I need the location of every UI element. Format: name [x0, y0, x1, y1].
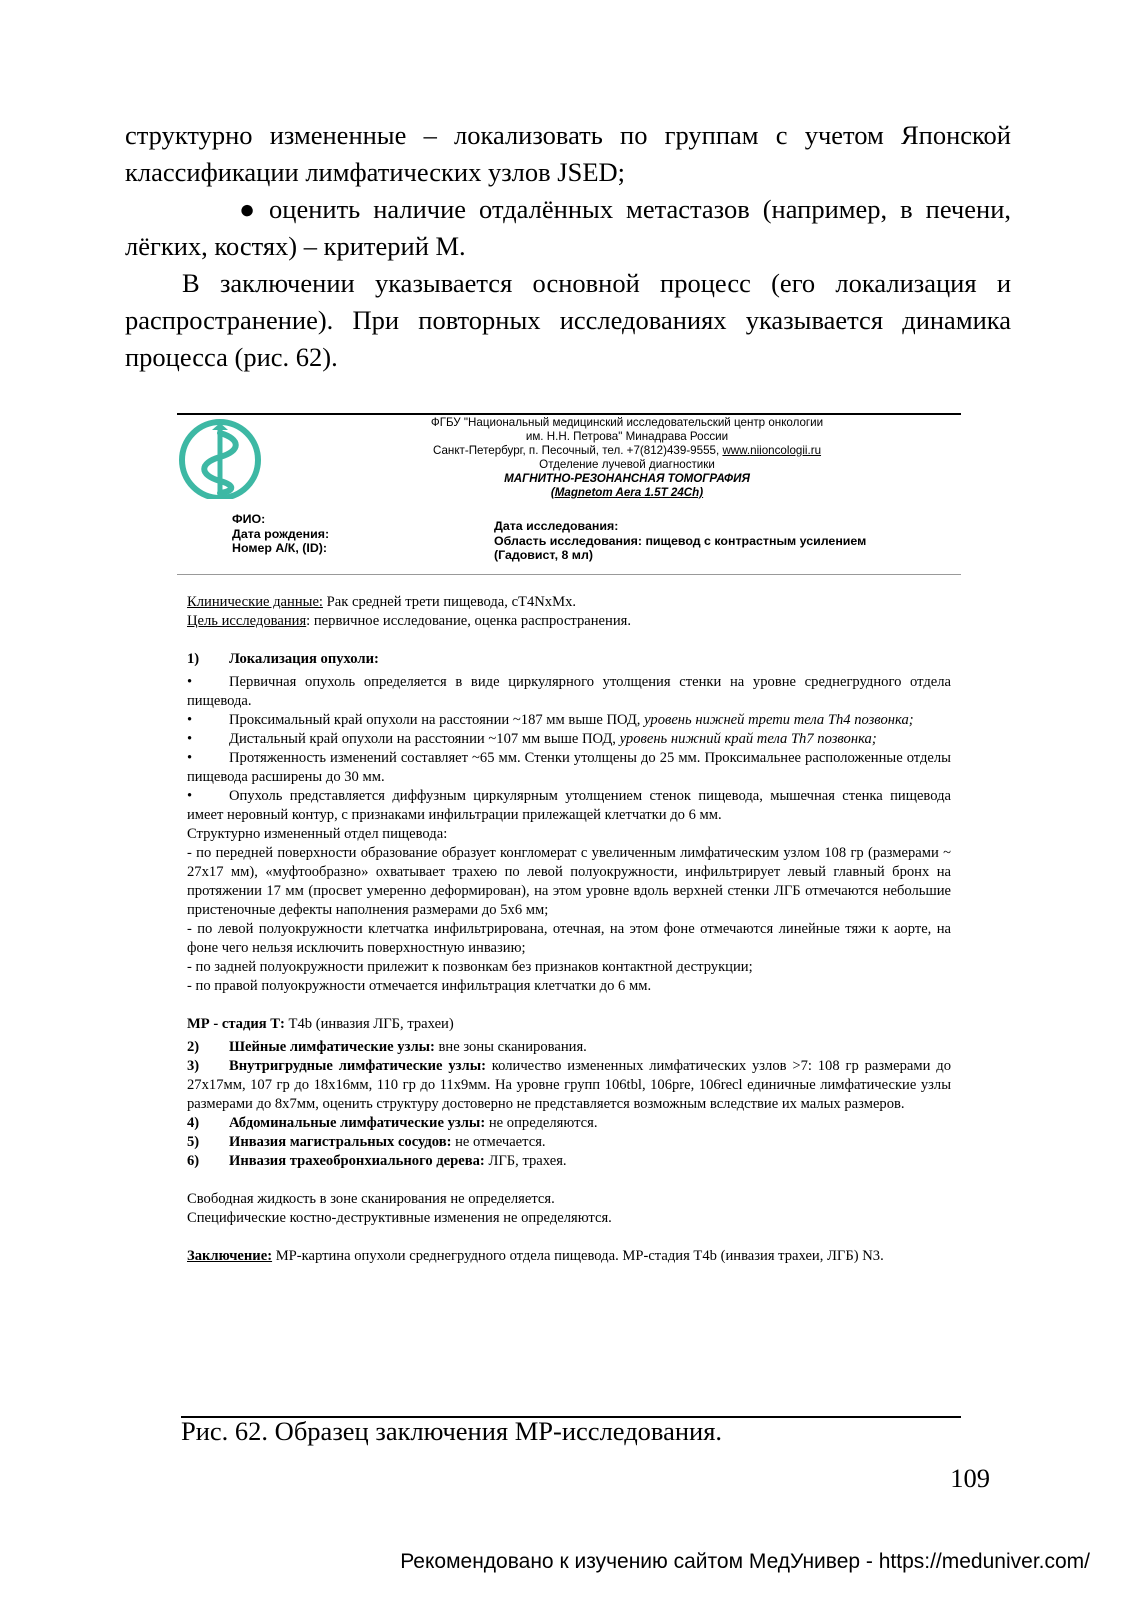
- bullet-icon: •: [187, 788, 193, 804]
- clinical-value: Рак средней трети пищевода, cT4NxMx.: [323, 594, 577, 610]
- exam-fields: [494, 519, 954, 563]
- exam-date-label: Дата исследования:: [494, 519, 619, 533]
- section-5-title: Инвазия магистральных сосудов:: [229, 1134, 452, 1150]
- section-5-number: 5): [187, 1134, 200, 1150]
- goal-value: : первичное исследование, оценка распространения.: [306, 613, 632, 629]
- section-2-number: 2): [187, 1039, 200, 1055]
- conclusion: [187, 1247, 951, 1266]
- main-text: [125, 117, 1011, 376]
- section-1-number: 1): [187, 651, 200, 667]
- section-3-number: 3): [187, 1058, 200, 1074]
- finding-bullet-4: [187, 749, 951, 787]
- finding-level: уровень нижней трети тела Th4 позвонка;: [644, 712, 914, 728]
- section-2-title: Шейные лимфатические узлы:: [229, 1039, 435, 1055]
- section-4: [187, 1114, 951, 1133]
- finding-bullet-1: [187, 673, 951, 711]
- finding-bullet-3: [187, 730, 951, 749]
- structural-detail-4: - по правой полуокружности отмечается инфильтрация клетчатки до 6 мм.: [187, 978, 652, 994]
- id-label: Номер А/К, (ID):: [232, 541, 328, 555]
- conclusion-value: МР-картина опухоли среднегрудного отдела пищевода. МР-стадия Т4b (инвазия трахеи, ЛГБ) N3.: [272, 1248, 884, 1264]
- finding-level: уровень нижний край тела Th7 позвонка;: [619, 731, 877, 747]
- section-1-title: Локализация опухоли:: [229, 651, 379, 667]
- bullet-item: [125, 191, 1011, 265]
- exam-goal: [187, 612, 951, 631]
- exam-area-line-1: Область исследования: пищевод с контрастным усилением: [494, 533, 867, 548]
- t-stage-label: МР - стадия Т:: [187, 1016, 285, 1032]
- paragraph-2: В заключении указывается основной процесс (его локализация и распространение). При повторных исследованиях указывается динамика процесса (рис. 62).: [125, 268, 1011, 372]
- top-divider: [177, 413, 961, 415]
- header-line-5: МАГНИТНО-РЕЗОНАНСНАЯ ТОМОГРАФИЯ: [504, 472, 750, 485]
- figure-caption: Рис. 62. Образец заключения МР-исследования.: [181, 1416, 723, 1446]
- website-link[interactable]: www.niioncologii.ru: [722, 444, 822, 457]
- patient-fields: [232, 512, 329, 556]
- header-line-1: ФГБУ "Национальный медицинский исследовательский центр онкологии: [430, 416, 824, 429]
- free-fluid-note: Свободная жидкость в зоне сканирования не определяется.: [187, 1191, 555, 1207]
- goal-label: Цель исследования: [187, 613, 307, 629]
- section-3-title: Внутригрудные лимфатические узлы:: [229, 1058, 486, 1074]
- conclusion-label: Заключение:: [187, 1248, 273, 1264]
- clinical-label: Клинические данные:: [187, 594, 323, 610]
- section-2: [187, 1038, 951, 1057]
- bullet-icon: ●: [239, 194, 256, 224]
- section-6-value: ЛГБ, трахея.: [484, 1153, 567, 1169]
- structural-detail-1: - по передней поверхности образование образует конгломерат с увеличенным лимфатическим узлом 108 гр (размерами ~ 27х17 мм), «муфтообразно» охватывает трахею по левой полуокружности, инфильтрирует левый главный бронх на протяжении 17 мм (просвет умеренно деформирован), на этом уровне вдоль верхней стенки ЛГБ отмечаются небольшие пристеночные дефекты наполнения размерами до 5х6 мм;: [187, 845, 951, 918]
- name-label: ФИО:: [232, 512, 266, 526]
- section-5: [187, 1133, 951, 1152]
- section-2-value: вне зоны сканирования.: [434, 1039, 587, 1055]
- structural-detail-2: - по левой полуокружности клетчатка инфильтрирована, отечная, на этом фоне отмечаются линейные тяжи к аорте, на фоне чего нельзя исключить поверхностную инвазию;: [187, 921, 951, 956]
- structural-heading: Структурно измененный отдел пищевода:: [187, 826, 448, 842]
- section-4-title: Абдоминальные лимфатические узлы:: [229, 1115, 486, 1131]
- section-5-value: не отмечается.: [451, 1134, 546, 1150]
- report-figure: [177, 413, 961, 1419]
- exam-area-line-2: (Гадовист, 8 мл): [494, 548, 593, 562]
- header-line-6: (Magnetom Aera 1.5T 24Ch): [550, 486, 704, 499]
- paragraph-1: структурно измененные – локализовать по группам с учетом Японской классификации лимфатических узлов JSED;: [125, 120, 1011, 187]
- section-1-heading: [187, 650, 951, 669]
- bullet-icon: •: [187, 674, 193, 690]
- caduceus-logo-icon: [177, 419, 269, 499]
- dob-label: Дата рождения:: [232, 526, 330, 541]
- address-phone: Санкт-Петербург, п. Песочный, тел. +7(812)439-9555,: [432, 444, 720, 457]
- bullet-text: оценить наличие отдалённых метастазов (например, в печени, лёгких, костях) – критерий M.: [125, 194, 1011, 261]
- header-line-3: [307, 444, 947, 458]
- t-stage: [187, 1015, 951, 1034]
- institution-header: [307, 416, 947, 500]
- finding-text: Опухоль представляется диффузным циркулярным утолщением стенок пищевода, мышечная стенка пищевода имеет неровный контур, с признаками инфильтрации прилежащей клетчатки до 6 мм.: [187, 788, 951, 823]
- structural-detail-3: - по задней полуокружности прилежит к позвонкам без признаков контактной деструкции;: [187, 959, 753, 975]
- clinical-data: [187, 593, 951, 612]
- report-body: [187, 593, 951, 1266]
- section-4-value: не определяются.: [485, 1115, 598, 1131]
- t-stage-value: Т4b (инвазия ЛГБ, трахеи): [284, 1016, 454, 1032]
- bone-note: Специфические костно-деструктивные изменения не определяются.: [187, 1210, 612, 1226]
- finding-bullet-2: [187, 711, 951, 730]
- middle-divider: [177, 574, 961, 575]
- page-number: 109: [950, 1463, 990, 1493]
- section-3-value: количество измененных лимфатических узлов >7: 108 гр размерами до 27х17мм, 107 гр до 18х16мм, 110 гр до 11х9мм. На уровне групп 106tbl, 106pre, 106recl единичные лимфатические узлы размерами до 8х7мм, оценить структуру достоверно не представляется возможным вследствие их малых размеров.: [187, 1058, 951, 1112]
- section-3: [187, 1057, 951, 1114]
- section-6-number: 6): [187, 1153, 200, 1169]
- header-line-2: им. Н.Н. Петрова" Минадрава России: [525, 430, 729, 443]
- header-line-4: Отделение лучевой диагностики: [539, 458, 715, 471]
- bullet-icon: •: [187, 750, 193, 766]
- finding-text: Протяженность изменений составляет ~65 мм. Стенки утолщены до 25 мм. Проксимальнее расположенные отделы пищевода расширены до 30 мм.: [187, 750, 951, 785]
- section-6: [187, 1152, 951, 1171]
- section-6-title: Инвазия трахеобронхиального дерева:: [229, 1153, 485, 1169]
- finding-text: Первичная опухоль определяется в виде циркулярного утолщения стенки на уровне среднегрудного отдела пищевода.: [187, 674, 951, 709]
- footer-recommendation: Рекомендовано к изучению сайтом МедУнивер - https://meduniver.com/: [400, 1550, 1090, 1573]
- section-4-number: 4): [187, 1115, 200, 1131]
- finding-bullet-5: [187, 787, 951, 825]
- bullet-icon: •: [187, 731, 193, 747]
- finding-text: Проксимальный край опухоли на расстоянии ~187 мм выше ПОД,: [229, 712, 641, 728]
- bullet-icon: •: [187, 712, 193, 728]
- finding-text: Дистальный край опухоли на расстоянии ~107 мм выше ПОД,: [229, 731, 616, 747]
